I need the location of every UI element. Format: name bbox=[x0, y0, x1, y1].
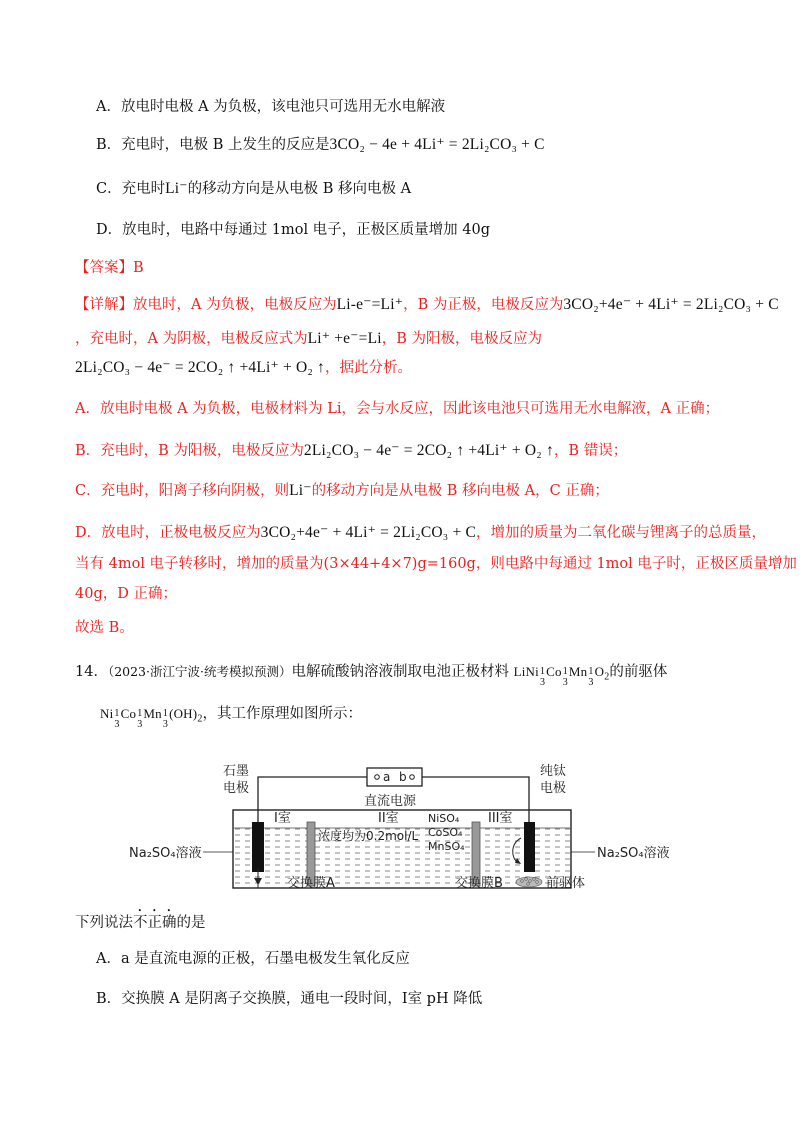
q14-prompt-emphasis: 不正确 bbox=[133, 915, 177, 931]
detail-eq-cathode: Li⁺ +e⁻=Li bbox=[307, 330, 382, 347]
detail-1a: 放电时，A 为负极，电极反应为 bbox=[133, 297, 337, 313]
q14-stem-c: ，其工作原理如图所示： bbox=[202, 706, 363, 722]
q13-option-c-ion: Li⁻ bbox=[165, 180, 188, 197]
right-solution-label: Na₂SO₄溶液 bbox=[597, 846, 670, 861]
concentration-label: 浓度均为0.2mol/L bbox=[318, 829, 419, 843]
titanium-electrode bbox=[524, 822, 535, 872]
detail-line-c bbox=[75, 480, 609, 502]
q14-option-b: B．交换膜 A 是阴离子交换膜，通电一段时间，Ⅰ室 pH 降低 bbox=[96, 991, 483, 1007]
detail-1b: ，B 为正极，电极反应为 bbox=[403, 297, 564, 313]
detail-b-b: ，B 错误； bbox=[553, 443, 628, 459]
graphite-electrode bbox=[252, 822, 264, 872]
detail-d-a: D．放电时，正极电极反应为 bbox=[75, 525, 261, 541]
q13-option-b bbox=[96, 134, 545, 156]
terminal-a-icon bbox=[375, 775, 380, 780]
q14-stem-a: 电解硫酸钠溶液制取电池正极材料 bbox=[291, 664, 509, 680]
detail-eq-positive: 3CO₂+4e⁻ + 4Li⁺ = 2Li₂CO₃ + C bbox=[563, 296, 779, 313]
q13-option-d: D．放电时，电路中每通过 1mol 电子，正极区质量增加 40g bbox=[96, 222, 491, 238]
detail-label: 【详解】 bbox=[75, 297, 133, 313]
q14-number: 14． bbox=[75, 664, 108, 680]
detail-d-equation: 3CO₂+4e⁻ + 4Li⁺ = 2Li₂CO₃ + C bbox=[260, 524, 477, 541]
detail-line-2 bbox=[75, 328, 542, 350]
detail-line-d bbox=[75, 522, 766, 544]
detail-line-d2: 当有 4mol 电子转移时，增加的质量为(3×44+4×7)g=160g，则电路中每通过 1mol 电子时，正极区质量增加 bbox=[75, 556, 797, 572]
detail-3b: ，据此分析。 bbox=[325, 360, 413, 376]
titanium-label-2: 电极 bbox=[540, 781, 567, 796]
q13-option-c-post: 的移动方向是从电极 B 移向电极 A bbox=[187, 181, 412, 197]
conclusion: 故选 B。 bbox=[75, 620, 134, 636]
detail-c-b: 的移动方向是从电极 B 移向电极 A，C 正确； bbox=[311, 483, 609, 499]
detail-line-d3: 40g，D 正确； bbox=[75, 586, 177, 602]
salt-niso4: NiSO₄ bbox=[428, 812, 460, 825]
answer-label: 【答案】B bbox=[75, 260, 144, 276]
detail-line-a: A．放电时电极 A 为负极，电极材料为 Li，会与水反应，因此该电池只可选用无水电解液，A 正确； bbox=[75, 401, 720, 417]
room-1-label: I室 bbox=[274, 811, 291, 826]
detail-c-a: C．充电时，阳离子移向阴极，则 bbox=[75, 483, 290, 499]
detail-d-b: ，增加的质量为二氧化碳与锂离子的总质量， bbox=[476, 525, 767, 541]
q14-formula-1: LiNi 1 3 Co 1 3 Mn 1 3 $O_2$ bbox=[513, 664, 610, 688]
q13-option-b-equation: 3CO₂ − 4e + 4Li⁺ = 2Li₂CO₃ + C bbox=[329, 136, 545, 153]
graphite-label-1: 石墨 bbox=[223, 764, 250, 779]
detail-b-equation: 2Li₂CO₃ − 4e⁻ = 2CO₂ ↑ +4Li⁺ + O₂ ↑ bbox=[303, 442, 554, 459]
room-3-label: III室 bbox=[488, 811, 513, 826]
q14-stem-line-2 bbox=[100, 703, 362, 730]
q14-source: （2023·浙江宁波·统考模拟预测） bbox=[107, 664, 292, 679]
room-2-label: II室 bbox=[378, 811, 399, 826]
terminal-b-icon bbox=[410, 775, 415, 780]
q14-formula-2: Ni 1 3 Co 1 3 Mn 1 3 $(OH)_2$ bbox=[100, 706, 203, 730]
q13-option-a: A．放电时电极 A 为负极，该电池只可选用无水电解液 bbox=[96, 99, 446, 115]
q14-prompt-a: 下列说法 bbox=[75, 915, 133, 931]
membrane-b-label: 交换膜B bbox=[455, 876, 503, 890]
salt-mnso4: MnSO₄ bbox=[428, 840, 465, 853]
detail-line-3 bbox=[75, 357, 412, 379]
salt-coso4: CoSO₄ bbox=[428, 826, 463, 839]
detail-2b: ，B 为阳极，电极反应为 bbox=[381, 331, 543, 347]
titanium-label-1: 纯钛 bbox=[540, 764, 567, 779]
q14-stem-line-1 bbox=[75, 661, 667, 688]
electrolysis-diagram bbox=[125, 760, 685, 890]
left-solution-label: Na₂SO₄溶液 bbox=[129, 846, 202, 861]
precursor-label: 前驱体 bbox=[546, 876, 586, 890]
graphite-label-2: 电极 bbox=[223, 781, 250, 796]
detail-eq-anode: 2Li₂CO₃ − 4e⁻ = 2CO₂ ↑ +4Li⁺ + O₂ ↑ bbox=[75, 359, 326, 376]
detail-eq-li-oxidation: Li-e⁻=Li⁺ bbox=[336, 296, 404, 313]
q14-stem-b: 的前驱体 bbox=[609, 664, 668, 680]
detail-b-a: B．充电时，B 为阳极，电极反应为 bbox=[75, 443, 304, 459]
membrane-a-label: 交换膜A bbox=[287, 876, 335, 890]
power-label: 直流电源 bbox=[364, 794, 417, 809]
detail-2a: ，充电时，A 为阴极，电极反应式为 bbox=[75, 331, 308, 347]
power-a-label: a bbox=[383, 770, 391, 784]
detail-line-1 bbox=[75, 294, 779, 316]
q13-option-c-pre: C．充电时 bbox=[96, 181, 166, 197]
detail-line-b bbox=[75, 440, 627, 462]
q14-prompt-b: 的是 bbox=[176, 915, 206, 931]
q13-option-c bbox=[96, 178, 411, 200]
power-b-label: b bbox=[399, 770, 407, 784]
q14-option-a: A．a 是直流电源的正极，石墨电极发生氧化反应 bbox=[96, 951, 410, 967]
q13-option-b-text: B．充电时，电极 B 上发生的反应是 bbox=[96, 137, 330, 153]
q14-prompt bbox=[75, 907, 206, 934]
detail-c-ion: Li⁻ bbox=[289, 482, 312, 499]
